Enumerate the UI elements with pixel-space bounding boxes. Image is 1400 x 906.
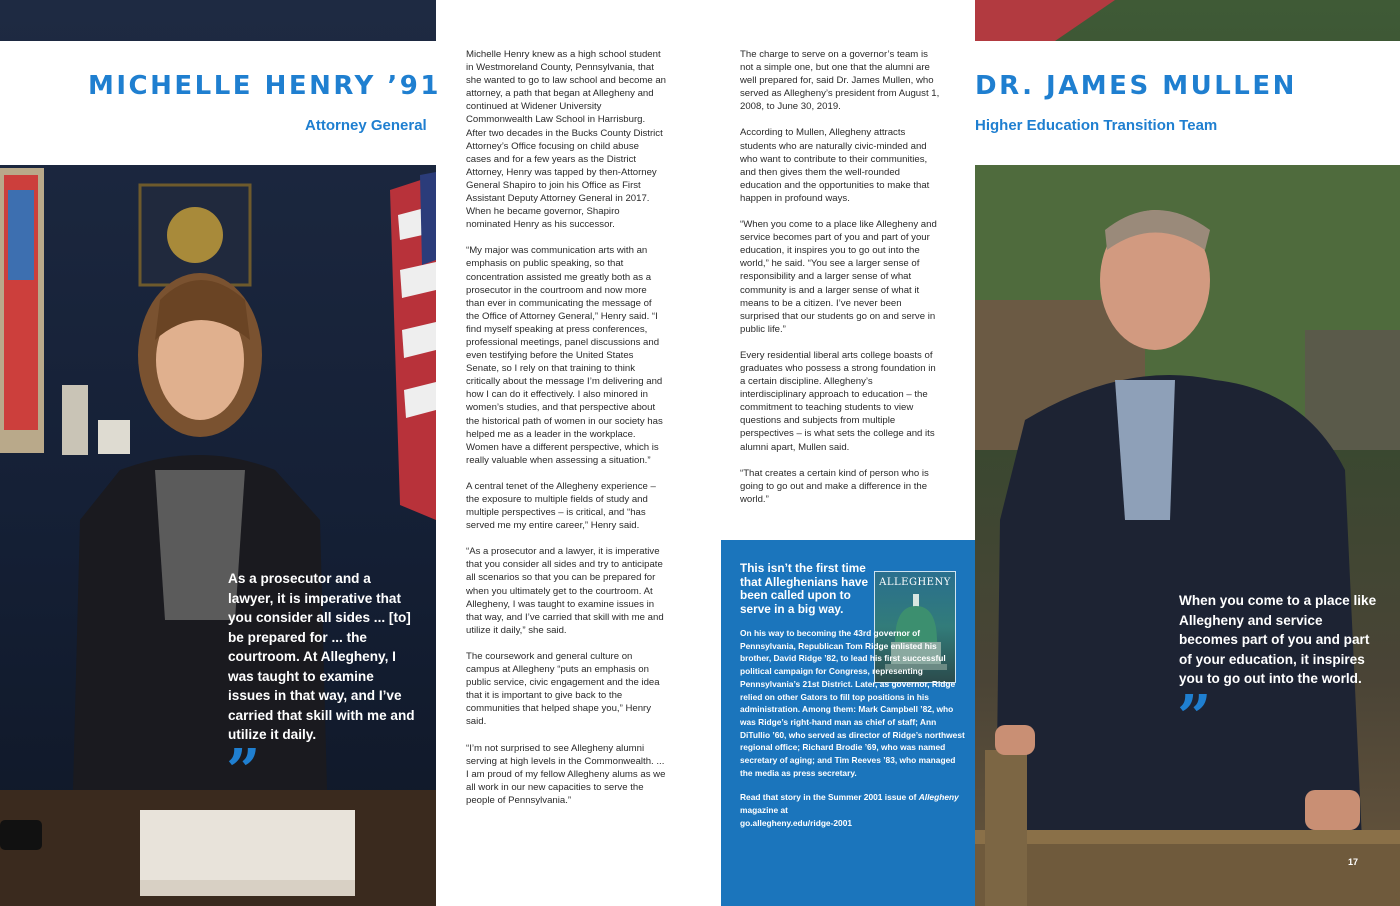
article-column-2 <box>740 48 940 519</box>
pull-quote-right: When you come to a place like Allegheny and service becomes part of you and part of your education, it inspires you to go out into the world. <box>1179 593 1377 686</box>
left-header-band <box>0 41 436 165</box>
paragraph: According to Mullen, Allegheny attracts students who are naturally civic-minded and who want to contribute to their communities, and then gives them the well-rounded education and the opportunities to make that happen in profound ways. <box>740 127 930 204</box>
sidebar-cta-link[interactable]: go.allegheny.edu/ridge-2001 <box>740 817 853 828</box>
sidebar-cta-prefix: Read that story in the Summer 2001 issue of <box>740 792 919 803</box>
paragraph: Every residential liberal arts college boasts of graduates who possess a strong foundation in a certain discipline. Allegheny’s interdisciplinary approach to education – the commitment to teaching students to view questions and subjects from multiple perspectives – is what sets the college and its alumni apart, Mullen said. <box>740 349 936 453</box>
profile-role-right: Higher Education Transition Team <box>975 117 1218 134</box>
sidebar-cta <box>740 791 965 829</box>
page-number: 17 <box>1348 857 1359 867</box>
paragraph: “When you come to a place like Allegheny and service becomes part of you and part of your education, it inspires you to go out into the world,” he said. “You see a larger sense of responsibility and a larger sense of what community is and a larger sense of what it means to be a citizen. I’ve never been surprised that our students go on and serve in public life.” <box>740 219 937 335</box>
sidebar-headline: This isn’t the first time that Alleghenians have been called upon to serve in a big way. <box>740 561 869 616</box>
paragraph: “My major was communication arts with an emphasis on public speaking, so that concentration assisted me greatly both as a prosecutor in the courtroom and now more than ever in communicating the message of the Office of Attorney General,” Henry said. “I find myself speaking at press conferences, professional meetings, panel discussions and even testifying before the United States Senate, so I rely on that training to think critically about the message I’m delivering and how I can do it effectively. I also minored in women’s studies, and that perspective about the historical path of women in our society has helped me as a leader in the workplace. Women have a different perspective, which is really valuable when assessing a situation.” <box>466 245 663 466</box>
sidebar-body <box>740 627 965 842</box>
paragraph: Michelle Henry knew as a high school student in Westmoreland County, Pennsylvania, that she wanted to go to law school and become an attorney, a path that began at Allegheny and continued at Widener University Commonwealth Law School in Harrisburg. After two decades in the Bucks County District Attorney’s Office focusing on child abuse cases and for a few years as the District Attorney, Henry was tapped by then-Attorney General Shapiro to join his Office as First Assistant Deputy Attorney General in 2017. When he became governor, Shapiro nominated Henry as his successor. <box>466 49 667 231</box>
quote-mark-icon: ” <box>226 737 261 807</box>
paragraph: The coursework and general culture on campus at Allegheny “puts an emphasis on public service, civic engagement and the idea that it is important to give back to the communities that helped shape you,” Henry said. <box>466 650 660 728</box>
paragraph: “That creates a certain kind of person who is going to go out and make a difference in the world.” <box>740 467 929 505</box>
sidebar-cta-suffix: magazine at <box>740 805 788 816</box>
magazine-cover-title: ALLEGHENY <box>879 577 951 588</box>
sidebar-cta-magazine: Allegheny <box>918 792 959 803</box>
article-column-1 <box>466 48 666 820</box>
paragraph: The charge to serve on a governor’s team is not a simple one, but one that the alumni are well prepared for, said Dr. James Mullen, who served as Allegheny’s president from August 1, 2008, to June 30, 2019. <box>740 49 940 113</box>
history-sidebar <box>721 540 975 906</box>
profile-role-left: Attorney General <box>305 117 427 134</box>
paragraph: A central tenet of the Allegheny experience – the exposure to multiple fields of study and multiple perspectives – is critical, and “has served me my entire career,” Henry said. <box>466 480 656 532</box>
quote-mark-icon: ” <box>1177 683 1212 753</box>
profile-name-left: MICHELLE HENRY ’91 <box>88 71 441 101</box>
sidebar-story: On his way to becoming the 43rd governor of Pennsylvania, Republican Tom Ridge enlisted his brother, David Ridge ’82, to lead his first successful political campaign for Congress, representing Pennsylvania’s 21st District. Later, as governor, Ridge relied on other Gators to fill top positions in his administration. Among them: Mark Campbell ’82, who was Ridge’s right-hand man as chief of staff; Ann DiTullio ’60, who served as director of Ridge’s northwest regional office; Richard Brodie ’69, who was named secretary of aging; and Tim Reeves ’83, who managed the media as press secretary. <box>740 628 965 778</box>
profile-name-right: DR. JAMES MULLEN <box>975 71 1297 101</box>
paragraph: “As a prosecutor and a lawyer, it is imperative that you consider all sides and try to anticipate all scenarios so that you can be prepared for when you ultimately get to the courtroom. At Allegheny, I was taught to examine issues in that way, and I’ve carried that skill with me and utilize it daily,” she said. <box>466 546 664 636</box>
paragraph: “I’m not surprised to see Allegheny alumni serving at high levels in the Commonwealth. ... I am proud of my fellow Allegheny alums as we all work in our new capacities to serve the people of Pennsylvania.” <box>466 742 666 806</box>
pull-quote-left: As a prosecutor and a lawyer, it is imperative that you consider all sides ... [to] be prepared for ... the courtroom. At Allegheny, I was taught to examine issues in that way, and I’ve carried that skill with me and utilize it daily. <box>228 571 415 742</box>
right-header-band <box>975 41 1400 165</box>
